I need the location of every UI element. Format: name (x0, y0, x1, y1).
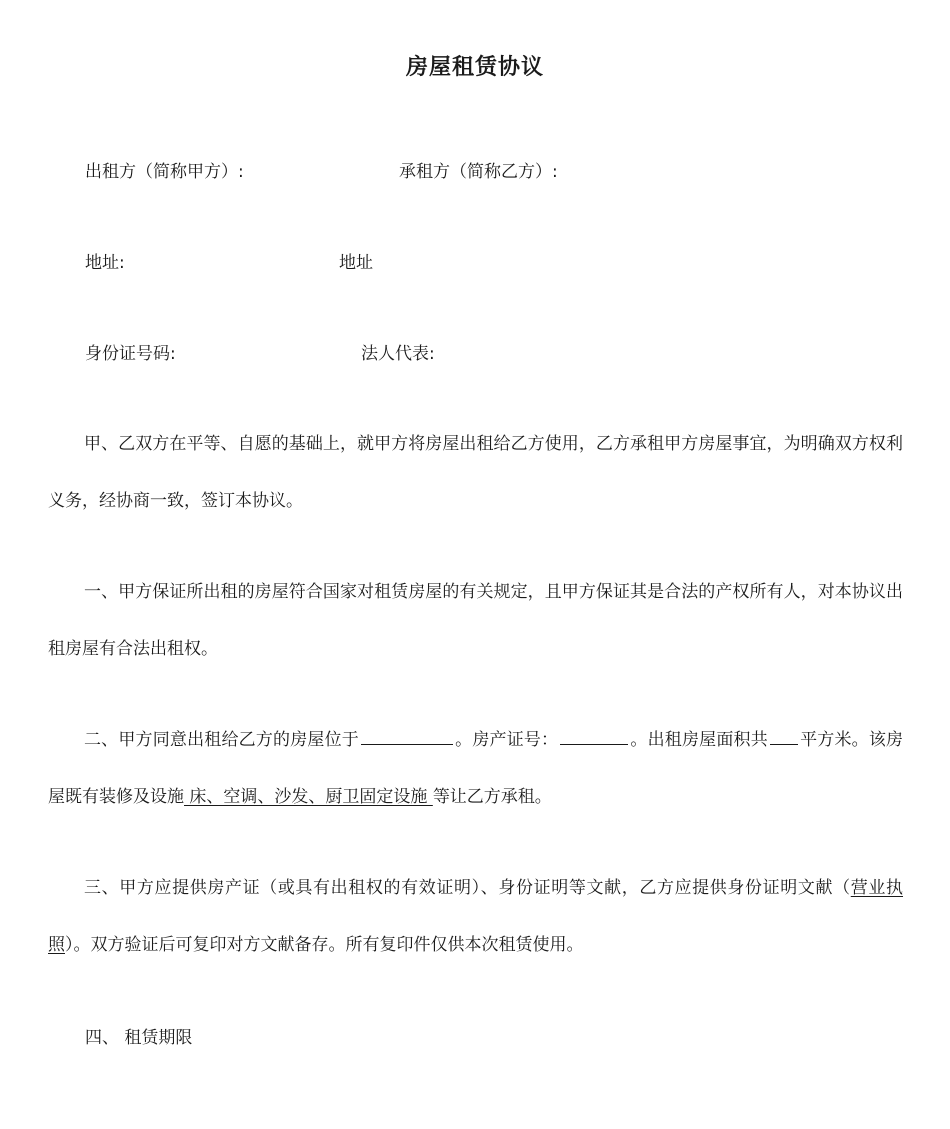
facilities-underlined: 床、空调、沙发、厨卫固定设施 (184, 787, 433, 807)
clause-4-heading: 四、 租赁期限 (85, 1028, 193, 1048)
clause-2-text-4: 平方米。该房屋既有装修及设施 (48, 730, 904, 807)
intro-paragraph: 甲、乙双方在平等、自愿的基础上，就甲方将房屋出租给乙方使用，乙方承租甲方房屋事宜，为明确双方权利义务，经协商一致，签订本协议。 (48, 434, 903, 511)
legal-representative-label: 法人代表: (361, 344, 435, 364)
id-number-label: 身份证号码: (85, 344, 176, 364)
clause-3-paragraph (48, 860, 903, 974)
clause-3-text-2: ）。双方验证后可复印对方文献备存。所有复印件仅供本次租赁使用。 (65, 935, 584, 955)
clause-2-text-3: 。出租房屋面积共 (630, 730, 768, 750)
clause-2-text-2: 。房产证号： (454, 730, 559, 750)
clause-2-paragraph (48, 712, 903, 826)
document-title: 房屋租赁协议 (405, 55, 544, 80)
lessor-label: 出租方（简称甲方）: (85, 162, 244, 182)
lessee-address-label: 地址 (339, 253, 373, 273)
clause-2-text-1: 二、甲方同意出租给乙方的房屋位于 (84, 730, 359, 750)
location-blank (361, 726, 453, 745)
property-certificate-blank (560, 726, 628, 745)
lessor-address-label: 地址: (85, 253, 125, 273)
clause-3-text-1: 三、甲方应提供房产证（或具有出租权的有效证明）、身份证明等文献，乙方应提供身份证明文献（ (84, 878, 851, 898)
business-license-underlined: 营业执照 (48, 878, 904, 955)
lessee-label: 承租方（简称乙方）: (399, 162, 558, 182)
clause-2-text-5: 等让乙方承租。 (432, 787, 552, 807)
area-blank (770, 726, 798, 745)
clause-1-paragraph: 一、甲方保证所出租的房屋符合国家对租赁房屋的有关规定，且甲方保证其是合法的产权所有人，对本协议出租房屋有合法出租权。 (48, 582, 903, 659)
